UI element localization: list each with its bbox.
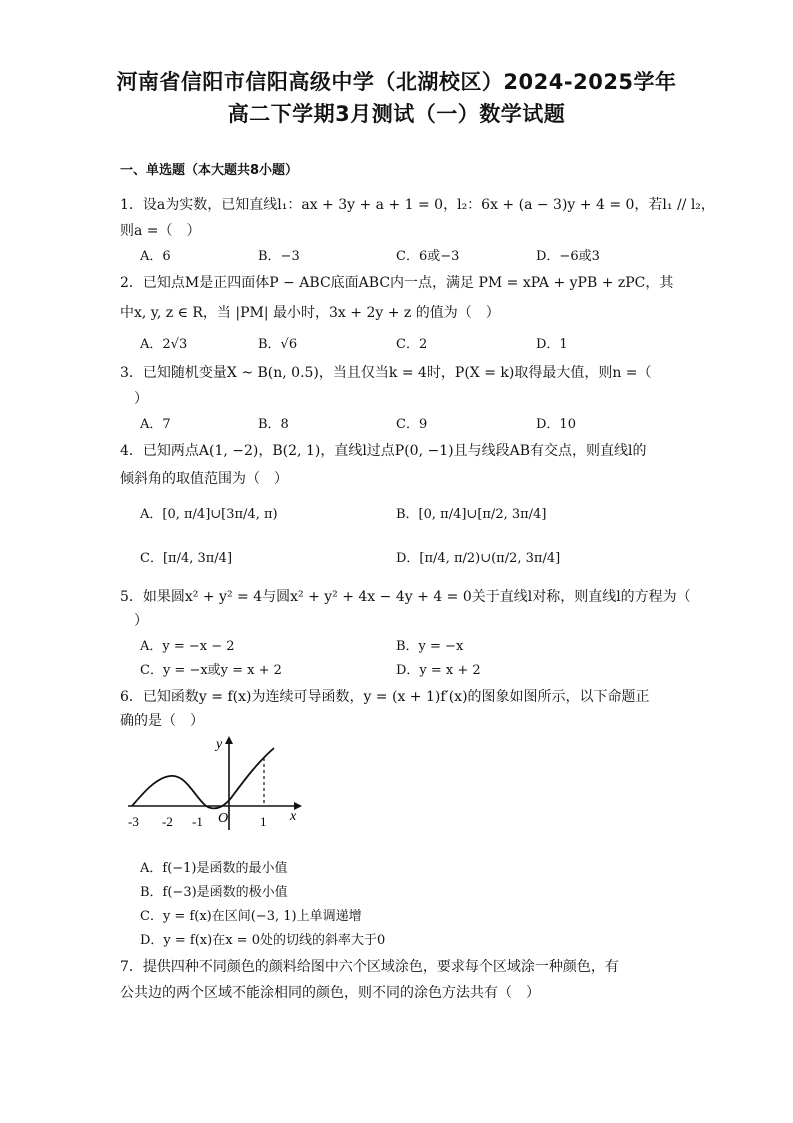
question-2-option-b[interactable]: B．√6 [258, 337, 298, 352]
question-5-option-d[interactable]: D．y = x + 2 [396, 663, 481, 678]
question-5-option-a[interactable]: A．y = −x − 2 [140, 639, 235, 654]
question-2-line-2: 中x, y, z ∈ R，当 |PM| 最小时，3x + 2y + z 的值为（ ） [120, 305, 500, 321]
question-1-option-b[interactable]: B．−3 [258, 249, 300, 264]
question-3-line-1: 3．已知随机变量X ~ B(n, 0.5)，当且仅当k = 4时，P(X = k)取得最大值，则n =（ [120, 365, 652, 381]
question-6-option-a[interactable]: A．f(−1)是函数的最小值 [140, 861, 288, 876]
page-title-line1: 河南省信阳市信阳高级中学（北湖校区）2024-2025学年 [116, 70, 677, 94]
question-3-option-b[interactable]: B．8 [258, 417, 289, 432]
y-axis-label: y [216, 737, 223, 752]
question-5-option-c[interactable]: C．y = −x或y = x + 2 [140, 663, 282, 678]
question-6-option-b[interactable]: B．f(−3)是函数的极小值 [140, 885, 288, 900]
question-6-line-2: 确的是（ ） [120, 713, 204, 729]
question-4-line-2: 倾斜角的取值范围为（ ） [120, 471, 288, 487]
function-graph [124, 734, 314, 834]
question-1-option-d[interactable]: D．−6或3 [536, 249, 600, 264]
question-3-line-2: ） [120, 391, 148, 407]
question-4-line-1: 4．已知两点A(1, −2)，B(2, 1)，直线l过点P(0, −1)且与线段AB有交点，则直线l的 [120, 443, 647, 459]
section-heading: 一、单选题（本大题共8小题） [120, 163, 299, 178]
question-4-option-d[interactable]: D．[π/4, π/2)∪(π/2, 3π/4] [396, 551, 561, 566]
tick-label: -3 [128, 814, 139, 829]
question-5-option-b[interactable]: B．y = −x [396, 639, 464, 654]
question-3-option-c[interactable]: C．9 [396, 417, 428, 432]
question-4-option-c[interactable]: C．[π/4, 3π/4] [140, 551, 233, 566]
question-5-line-2: ） [120, 613, 148, 629]
question-6-option-c[interactable]: C．y = f(x)在区间(−3, 1)上单调递增 [140, 909, 362, 924]
question-4-option-a[interactable]: A．[0, π/4]∪[3π/4, π) [140, 507, 278, 522]
page-title-line2: 高二下学期3月测试（一）数学试题 [227, 102, 566, 126]
question-4-option-b[interactable]: B．[0, π/4]∪[π/2, 3π/4] [396, 507, 547, 522]
question-2-option-d[interactable]: D．1 [536, 337, 568, 352]
question-6-option-d[interactable]: D．y = f(x)在x = 0处的切线的斜率大于0 [140, 933, 386, 948]
question-7-line-1: 7．提供四种不同颜色的颜料给图中六个区域涂色，要求每个区域涂一种颜色，有 [120, 959, 619, 975]
origin-label: O [218, 811, 229, 826]
tick-label: 1 [260, 814, 267, 829]
question-1-line-1: 1．设a为实数，已知直线l₁：ax + 3y + a + 1 = 0，l₂：6x + (a − 3)y + 4 = 0，若l₁ // l₂， [120, 197, 715, 213]
x-axis-label: x [290, 809, 297, 824]
question-7-line-2: 公共边的两个区域不能涂相同的颜色，则不同的涂色方法共有（ ） [120, 985, 540, 1001]
question-1-line-2: 则a =（ ） [120, 223, 201, 239]
question-6-line-1: 6．已知函数y = f(x)为连续可导函数，y = (x + 1)f′(x)的图象如图所示，以下命题正 [120, 689, 650, 705]
question-5-line-1: 5．如果圆x² + y² = 4与圆x² + y² + 4x − 4y + 4 = 0关于直线l对称，则直线l的方程为（ [120, 589, 691, 605]
tick-label: -1 [192, 814, 203, 829]
question-1-option-c[interactable]: C．6或−3 [396, 249, 460, 264]
y-axis-arrow [225, 736, 233, 744]
question-3-option-d[interactable]: D．10 [536, 417, 576, 432]
question-2-option-c[interactable]: C．2 [396, 337, 428, 352]
question-1-option-a[interactable]: A．6 [140, 249, 171, 264]
question-3-option-a[interactable]: A．7 [140, 417, 171, 432]
question-2-option-a[interactable]: A．2√3 [140, 337, 188, 352]
question-2-line-1: 2．已知点M是正四面体P − ABC底面ABC内一点，满足 PM = xPA + yPB + zPC，其 [120, 275, 674, 291]
tick-label: -2 [162, 814, 173, 829]
graph-curve [132, 748, 274, 808]
